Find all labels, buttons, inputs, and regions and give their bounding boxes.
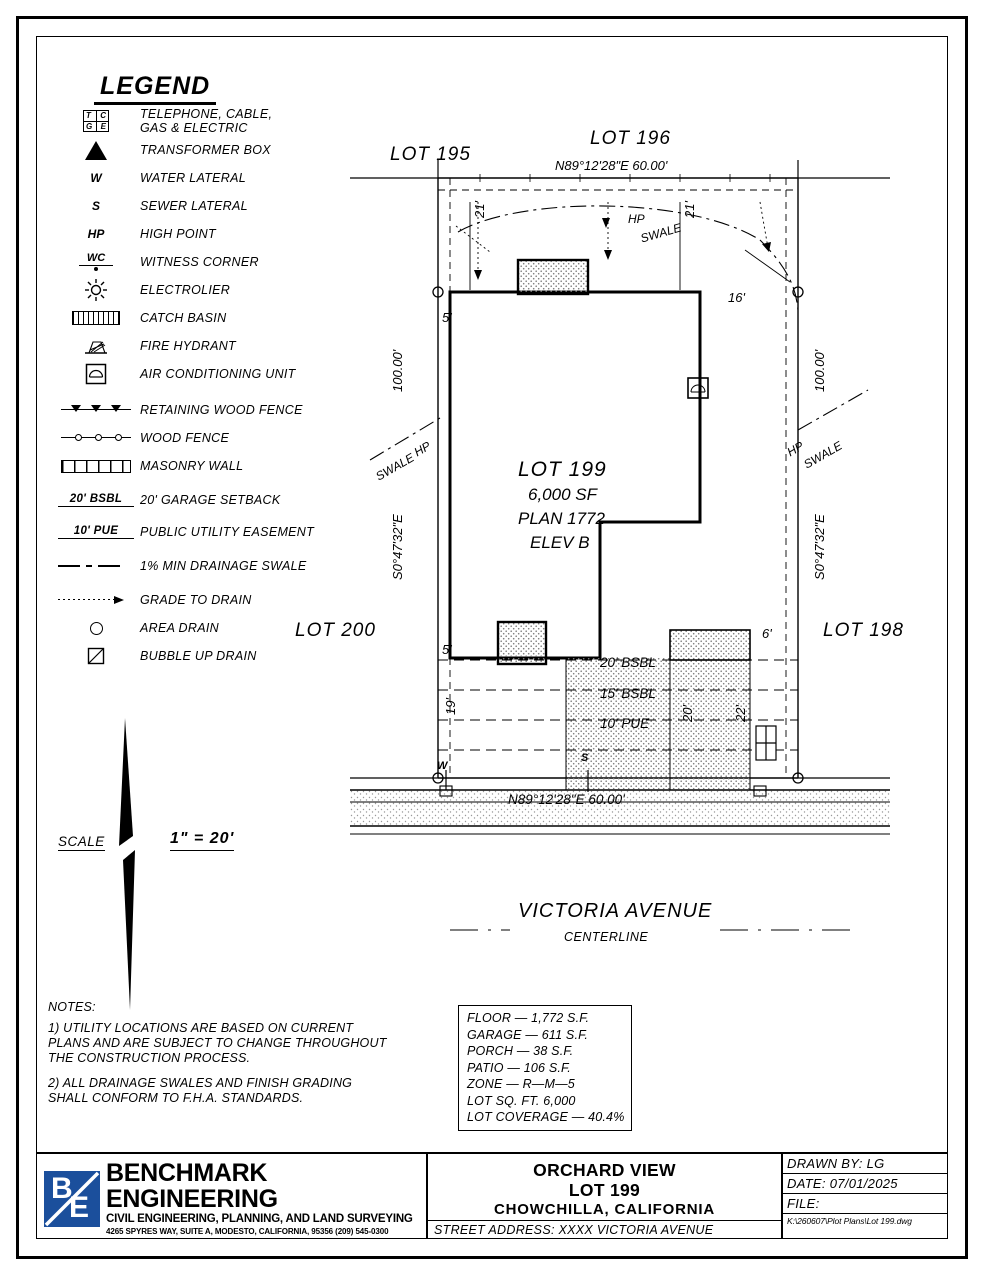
project-city: CHOWCHILLA, CALIFORNIA bbox=[494, 1201, 715, 1218]
legend-label-highpoint: HIGH POINT bbox=[140, 227, 216, 241]
plan-number-label: PLAN 1772 bbox=[518, 509, 605, 528]
project-street-address: STREET ADDRESS: XXXX VICTORIA AVENUE bbox=[428, 1220, 781, 1239]
area-row-lot-sqft: LOT SQ. FT. 6,000 bbox=[467, 1093, 576, 1108]
legend-label-electrolier: ELECTROLIER bbox=[140, 283, 231, 297]
area-row-lot-coverage: LOT COVERAGE — 40.4% bbox=[467, 1110, 625, 1124]
dim-ne-21: 21' bbox=[682, 201, 697, 218]
drainage-swale-icon bbox=[52, 561, 140, 571]
company-address: 4265 SPYRES WAY, SUITE A, MODESTO, CALIFORNIA, 95356 (209) 545-0300 bbox=[106, 1227, 389, 1236]
title-block-logo-cell bbox=[36, 1154, 428, 1239]
note-2: 2) ALL DRAINAGE SWALES AND FINISH GRADING SHALL CONFORM TO F.H.A. STANDARDS. bbox=[48, 1076, 353, 1105]
lot-196-label: LOT 196 bbox=[590, 128, 671, 149]
lot-200-label: LOT 200 bbox=[295, 620, 376, 641]
area-drain-icon bbox=[52, 622, 140, 635]
note-1: 1) UTILITY LOCATIONS ARE BASED ON CURRENT PLANS AND ARE SUBJECT TO CHANGE THROUGHOUT THE CONSTRUCTION PROCESS. bbox=[48, 1021, 387, 1065]
swale-label-east: SWALE bbox=[801, 438, 845, 472]
legend-title: LEGEND bbox=[94, 72, 216, 105]
legend-label-sewer: SEWER LATERAL bbox=[140, 199, 248, 213]
legend-label-pue: PUBLIC UTILITY EASEMENT bbox=[140, 525, 315, 539]
water-lateral-icon: W bbox=[90, 171, 102, 185]
north-bearing-label: N89°12'28"E 60.00' bbox=[555, 158, 668, 173]
legend-label-retaining-wood-fence: RETAINING WOOD FENCE bbox=[140, 403, 303, 417]
west-distance-label: 100.00' bbox=[390, 349, 405, 392]
swale-label-west: SWALE bbox=[373, 450, 417, 484]
file-field: FILE: bbox=[783, 1194, 948, 1214]
legend-label-tcge: TELEPHONE, CABLE, GAS & ELECTRIC bbox=[140, 107, 273, 135]
dim-driveway-20: 20' bbox=[680, 705, 695, 722]
project-name: ORCHARD VIEW bbox=[533, 1160, 676, 1180]
elevation-label: ELEV B bbox=[530, 533, 590, 552]
project-lot: LOT 199 bbox=[568, 1180, 641, 1200]
date-field: DATE: 07/01/2025 bbox=[783, 1174, 948, 1194]
company-name: BENCHMARK ENGINEERING bbox=[106, 1159, 278, 1213]
grade-to-drain-icon bbox=[52, 595, 140, 605]
area-row-zone: ZONE — R—M—5 bbox=[467, 1077, 575, 1091]
legend-label-wood-fence: WOOD FENCE bbox=[140, 431, 230, 445]
legend-label-transformer: TRANSFORMER BOX bbox=[140, 143, 271, 157]
legend-label-grade-to-drain: GRADE TO DRAIN bbox=[140, 593, 252, 607]
dim-driveway-19: 19' bbox=[443, 698, 458, 715]
fire-hydrant-icon bbox=[52, 336, 140, 356]
lot-199-label: LOT 199 bbox=[518, 458, 607, 481]
masonry-wall-icon bbox=[52, 460, 140, 473]
area-summary-table bbox=[458, 1005, 632, 1131]
garage-setback-icon bbox=[52, 493, 140, 507]
transformer-box-icon bbox=[52, 141, 140, 160]
tcge-box-icon: T C G E bbox=[52, 110, 140, 132]
area-row-porch: PORCH — 38 S.F. bbox=[467, 1044, 574, 1058]
swale-label-north: SWALE bbox=[638, 220, 683, 246]
legend-label-drainage-swale: 1% MIN DRAINAGE SWALE bbox=[140, 559, 307, 573]
high-point-icon: HP bbox=[87, 227, 105, 241]
hp-label-north: HP bbox=[628, 212, 645, 226]
bubble-up-drain-icon bbox=[52, 647, 140, 665]
legend-label-catch-basin: CATCH BASIN bbox=[140, 311, 227, 325]
legend-label-masonry-wall: MASONRY WALL bbox=[140, 459, 244, 473]
east-bearing-label: S0°47'32"E bbox=[812, 514, 827, 580]
catch-basin-icon bbox=[52, 311, 140, 325]
site-plan-svg bbox=[290, 130, 950, 970]
lot-195-label: LOT 195 bbox=[390, 144, 471, 165]
benchmark-logo-icon: B E bbox=[44, 1171, 100, 1227]
lot-area-label: 6,000 SF bbox=[528, 485, 597, 504]
area-row-garage: GARAGE — 611 S.F. bbox=[467, 1027, 589, 1042]
company-tagline: CIVIL ENGINEERING, PLANNING, AND LAND SURVEYING bbox=[106, 1213, 413, 1225]
sewer-lateral-icon: S bbox=[91, 199, 100, 213]
legend-label-fire-hydrant: FIRE HYDRANT bbox=[140, 339, 236, 353]
legend-label-bubble-up-drain: BUBBLE UP DRAIN bbox=[140, 649, 257, 663]
dim-driveway-22: 22' bbox=[733, 705, 748, 722]
witness-corner-icon bbox=[52, 253, 140, 272]
legend-label-water: WATER LATERAL bbox=[140, 171, 247, 185]
street-centerline-label: CENTERLINE bbox=[564, 930, 649, 944]
dim-west-5-bottom: 5' bbox=[442, 642, 452, 657]
retaining-wood-fence-icon bbox=[52, 404, 140, 416]
public-utility-easement-icon bbox=[52, 525, 140, 539]
water-lateral-mark: W bbox=[437, 760, 448, 772]
street-name-label: VICTORIA AVENUE bbox=[518, 900, 713, 922]
file-path-field: K:\260607\Plot Plans\Lot 199.dwg bbox=[787, 1216, 912, 1226]
area-row-floor: FLOOR — 1,772 S.F. bbox=[467, 1011, 590, 1025]
scale-block bbox=[52, 820, 302, 880]
site-plan-drawing bbox=[290, 130, 950, 970]
title-block-project-cell bbox=[428, 1154, 783, 1239]
air-conditioning-unit-icon bbox=[52, 363, 140, 385]
title-block-meta-cell bbox=[783, 1154, 948, 1239]
witness-corner-glyph: WC bbox=[86, 251, 106, 264]
legend-label-area-drain: AREA DRAIN bbox=[140, 621, 219, 635]
lot-198-label: LOT 198 bbox=[823, 620, 904, 641]
scale-label: SCALE bbox=[58, 834, 105, 849]
west-bearing-label: S0°47'32"E bbox=[390, 514, 405, 580]
dim-east-6: 6' bbox=[762, 626, 772, 641]
east-distance-label: 100.00' bbox=[812, 349, 827, 392]
drawn-by-field: DRAWN BY: LG bbox=[783, 1154, 948, 1174]
dim-ne-16: 16' bbox=[728, 290, 745, 305]
setback-garage-label: 20' BSBL bbox=[600, 655, 656, 670]
notes-header: NOTES: bbox=[48, 1000, 96, 1014]
setback-front-label: 15' BSBL bbox=[600, 686, 656, 701]
title-block bbox=[36, 1152, 948, 1239]
garage-setback-glyph: 20' BSBL bbox=[69, 492, 123, 505]
legend-label-garage-setback: 20' GARAGE SETBACK bbox=[140, 493, 281, 507]
dim-nw-21: 21' bbox=[472, 201, 487, 218]
area-row-patio: PATIO — 106 S.F. bbox=[467, 1060, 571, 1075]
scale-value: 1" = 20' bbox=[170, 830, 234, 851]
south-bearing-label: N89°12'28"E 60.00' bbox=[508, 792, 625, 807]
hp-label-west: HP bbox=[411, 438, 434, 460]
wood-fence-icon bbox=[52, 433, 140, 443]
hp-label-east: HP bbox=[784, 438, 807, 460]
pue-glyph: 10' PUE bbox=[73, 524, 119, 537]
sewer-lateral-mark: S bbox=[581, 752, 589, 764]
setback-pue-label: 10' PUE bbox=[600, 716, 650, 731]
notes-block bbox=[48, 1000, 388, 1116]
legend-label-ac-unit: AIR CONDITIONING UNIT bbox=[140, 367, 296, 381]
dim-west-5-top: 5' bbox=[442, 310, 452, 325]
legend-label-witness-corner: WITNESS CORNER bbox=[140, 255, 259, 269]
electrolier-icon bbox=[52, 278, 140, 302]
